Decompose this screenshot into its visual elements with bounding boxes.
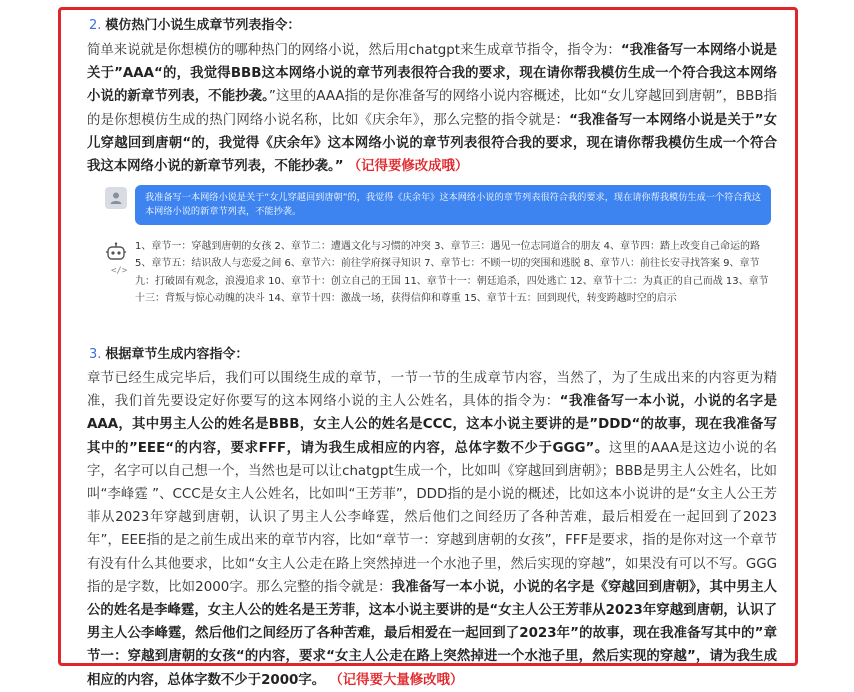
paragraph-explain: 这里的AAA是这边小说的名字，名字可以自己想一个，当然也是可以让chatgpt生成一个，比如叫《穿越回到唐朝》；BBB是男主人公姓名，比如叫“李峰霆 ”、CCC是女主人公姓名，比如叫“王芳菲”，DDD指的是小说的概述，比如这本小说讲的是“女主人公王芳菲从2023年穿越到唐朝，认识了男主人公李峰霆，然后他们之间经历了各种苦难，最后相爱在一起回到了2023年”，EEE指的是之前生成出来的章节内容，比如“章节一：穿越到唐朝的女孩”，FFF是要求，指的是你对这一个章节有没有什么其他要求，比如“女主人公走在路上突然掉进一个水池子里，然后实现的穿越”，如果没有可以不写。GGG指的是字数，比如2000字。那么完整的指令就是：	[87, 440, 777, 595]
robot-icon	[105, 242, 127, 262]
section-3-heading	[89, 343, 248, 362]
user-message-bubble: 我准备写一本网络小说是关于“女儿穿越回到唐朝”的，我觉得《庆余年》这本网络小说的章节列表很符合我的要求，现在请你帮我模仿生成一个符合我这本网络小说的新章节列表，不能抄袭。	[135, 185, 771, 225]
code-icon[interactable]: </>	[111, 266, 128, 276]
section-2-paragraph	[87, 39, 777, 178]
section-number: 3.	[89, 347, 102, 362]
bot-avatar	[105, 242, 127, 266]
full-command: 我准备写一本小说，小说的名字是《穿越回到唐朝》，其中男主人公的姓名是李峰霆，女主人公的姓名是王芳菲，这本小说主要讲的是“女主人公王芳菲从2023年穿越到唐朝，认识了男主人公李峰霆，然后他们之间经历了各种苦难，最后相爱在一起回到了2023年”的故事，现在我准备写其中的”章节一：穿越到唐朝的女孩“的内容，要求“女主人公走在路上突然掉进一个水池子里，然后实现的穿越”，请为我生成相应的内容，总体字数不少于2000字。	[87, 579, 777, 688]
template-command: “我准备写一本小说，小说的名字是AAA，其中男主人公的姓名是BBB，女主人公的姓名是CCC，这本小说主要讲的是”DDD“的故事，现在我准备写其中的”EEE“的内容，要求FFF，请为我生成相应的内容，总体字数不少于GGG”。	[87, 394, 777, 456]
paragraph-intro: 简单来说就是你想模仿的哪种热门的网络小说，然后用chatgpt来生成章节指令，指令为：	[87, 43, 621, 58]
section-title: 根据章节生成内容指令：	[105, 347, 249, 362]
user-icon	[109, 191, 123, 205]
section-number: 2.	[89, 18, 102, 33]
paragraph-intro: 章节已经生成完毕后，我们可以围绕生成的章节，一节一节的生成章节内容，当然了，为了生成出来的内容更为精准，我们首先要设定好你要写的这本网络小说的主人公姓名，具体的指令为：	[87, 371, 777, 410]
highlight-frame	[58, 7, 798, 688]
edit-note: （记得要大量修改哦）	[329, 672, 464, 688]
bot-reply: 1、章节一：穿越到唐朝的女孩 2、章节二：遭遇文化与习惯的冲突 3、章节三：遇见一位志同道合的朋友 4、章节四：踏上改变自己命运的路 5、章节五：结识敌人与恋爱之间 6、章节六：前往学府探寻知识 7、章节七：不顾一切的突围和逃脱 8、章节八：前往长安寻找答案 9、章节九：打破固有观念，浪漫追求 10、章节十：创立自己的王国 11、章节十一：朝廷追杀，四处逃亡 12、章节十二：为真正的自己而战 13、章节十三：背叛与惊心动魄的决斗 14、章节十四：激战一场，获得信仰和尊重 15、章节十五：回到现代，转变跨越时空的启示	[135, 241, 769, 305]
section-3-paragraph	[87, 367, 777, 692]
user-avatar	[105, 187, 127, 209]
section-title: 模仿热门小说生成章节列表指令：	[105, 18, 301, 33]
full-command: “我准备写一本网络小说是关于”女儿穿越回到唐朝“的，我觉得《庆余年》这本网络小说的章节列表很符合我的要求，现在请你帮我模仿生成一个符合我这本网络小说的新章节列表，不能抄袭。”	[87, 112, 777, 175]
paragraph-explain: ”这里的AAA指的是你准备写的网络小说内容概述，比如“女儿穿越回到唐朝”，BBB指的是你想模仿生成的热门网络小说名称，比如《庆余年》，那么完整的指令就是：	[87, 89, 777, 128]
template-command: “我准备写一本网络小说是关于”AAA“的，我觉得BBB这本网络小说的章节列表很符合我的要求，现在请你帮我模仿生成一个符合我这本网络小说的新章节列表，不能抄袭。	[87, 43, 777, 105]
section-2-heading	[89, 14, 300, 33]
edit-note: （记得要修改成哦）	[347, 159, 469, 175]
